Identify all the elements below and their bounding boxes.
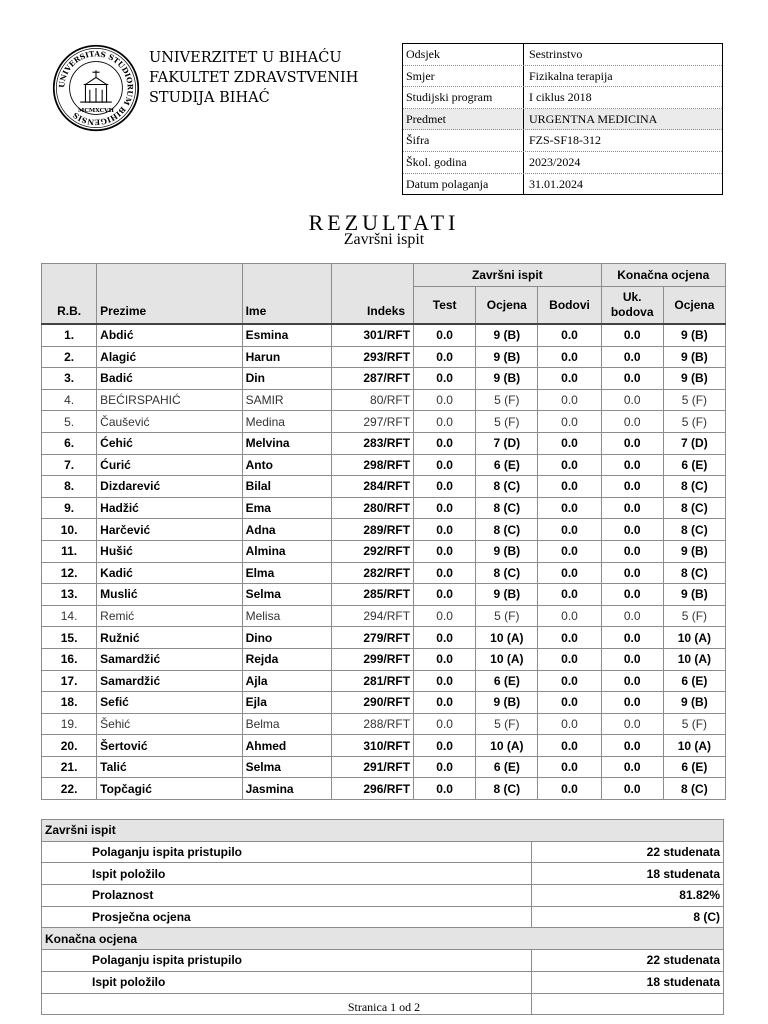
cell-ocjena: 10 (A)	[476, 648, 538, 670]
cell-uk: 0.0	[601, 389, 663, 411]
cell-test: 0.0	[414, 411, 476, 433]
cell-test: 0.0	[414, 540, 476, 562]
cell-indeks: 280/RFT	[331, 497, 413, 519]
cell-indeks: 301/RFT	[331, 324, 413, 346]
cell-indeks: 291/RFT	[331, 756, 413, 778]
column-header-uk-line1: Uk.	[622, 290, 642, 304]
cell-bodovi: 0.0	[538, 670, 601, 692]
cell-bodovi: 0.0	[538, 778, 601, 800]
cell-rb: 7.	[42, 454, 97, 476]
cell-bodovi: 0.0	[538, 692, 601, 714]
cell-test: 0.0	[414, 346, 476, 368]
cell-uk: 0.0	[601, 713, 663, 735]
seal-emblem-icon	[52, 44, 140, 132]
summary-value: 81.82%	[532, 885, 724, 907]
info-value: 2023/2024	[529, 154, 581, 169]
cell-bodovi: 0.0	[538, 476, 601, 498]
cell-prezime: Šertović	[97, 735, 242, 757]
cell-test: 0.0	[414, 648, 476, 670]
table-row	[42, 692, 726, 714]
cell-prezime: Sefić	[97, 692, 242, 714]
cell-konacna: 5 (F)	[663, 389, 725, 411]
cell-indeks: 285/RFT	[331, 584, 413, 606]
course-info-table	[402, 43, 723, 195]
cell-test: 0.0	[414, 713, 476, 735]
column-header-rb: R.B.	[42, 264, 97, 325]
cell-prezime: Kadić	[97, 562, 242, 584]
cell-uk: 0.0	[601, 519, 663, 541]
cell-ime: Ahmed	[242, 735, 331, 757]
cell-ime: Dino	[242, 627, 331, 649]
cell-uk: 0.0	[601, 648, 663, 670]
cell-ime: Harun	[242, 346, 331, 368]
info-value: Fizikalna terapija	[529, 68, 613, 83]
cell-ocjena: 5 (F)	[476, 713, 538, 735]
cell-rb: 17.	[42, 670, 97, 692]
cell-indeks: 288/RFT	[331, 713, 413, 735]
table-row	[42, 605, 726, 627]
cell-ocjena: 6 (E)	[476, 454, 538, 476]
summary-row	[42, 950, 724, 972]
summary-label: Ispit položilo	[42, 863, 532, 885]
cell-bodovi: 0.0	[538, 756, 601, 778]
cell-rb: 2.	[42, 346, 97, 368]
cell-ocjena: 5 (F)	[476, 411, 538, 433]
cell-uk: 0.0	[601, 562, 663, 584]
info-value: FZS-SF18-312	[529, 133, 602, 148]
cell-bodovi: 0.0	[538, 519, 601, 541]
cell-ocjena: 8 (C)	[476, 497, 538, 519]
cell-rb: 16.	[42, 648, 97, 670]
cell-bodovi: 0.0	[538, 648, 601, 670]
cell-ocjena: 10 (A)	[476, 735, 538, 757]
info-value: I ciklus 2018	[529, 90, 592, 105]
cell-uk: 0.0	[601, 540, 663, 562]
cell-ime: Medina	[242, 411, 331, 433]
info-value: 31.01.2024	[529, 176, 583, 191]
cell-bodovi: 0.0	[538, 346, 601, 368]
cell-indeks: 287/RFT	[331, 368, 413, 390]
table-row	[42, 584, 726, 606]
cell-indeks: 284/RFT	[331, 476, 413, 498]
info-key: Odsjek	[403, 44, 524, 65]
cell-konacna: 5 (F)	[663, 605, 725, 627]
cell-konacna: 6 (E)	[663, 454, 725, 476]
info-key: Datum polaganja	[403, 174, 524, 195]
cell-uk: 0.0	[601, 756, 663, 778]
cell-test: 0.0	[414, 670, 476, 692]
summary-value: 8 (C)	[532, 906, 724, 928]
cell-bodovi: 0.0	[538, 324, 601, 346]
cell-ime: Almina	[242, 540, 331, 562]
table-row	[42, 432, 726, 454]
cell-test: 0.0	[414, 756, 476, 778]
university-seal	[52, 44, 140, 132]
table-row	[42, 476, 726, 498]
cell-konacna: 10 (A)	[663, 627, 725, 649]
cell-ime: Bilal	[242, 476, 331, 498]
cell-ime: Rejda	[242, 648, 331, 670]
table-row	[42, 735, 726, 757]
cell-ime: Adna	[242, 519, 331, 541]
summary-row	[42, 885, 724, 907]
cell-ocjena: 8 (C)	[476, 519, 538, 541]
summary-section-title: Završni ispit	[42, 820, 724, 842]
results-table	[41, 263, 726, 800]
cell-rb: 21.	[42, 756, 97, 778]
cell-indeks: 289/RFT	[331, 519, 413, 541]
cell-ime: SAMIR	[242, 389, 331, 411]
institution-line-1: UNIVERZITET U BIHAĆU	[149, 50, 342, 66]
cell-test: 0.0	[414, 389, 476, 411]
cell-uk: 0.0	[601, 735, 663, 757]
cell-test: 0.0	[414, 454, 476, 476]
cell-test: 0.0	[414, 692, 476, 714]
cell-prezime: Hadžić	[97, 497, 242, 519]
cell-rb: 5.	[42, 411, 97, 433]
cell-bodovi: 0.0	[538, 713, 601, 735]
cell-prezime: Harčević	[97, 519, 242, 541]
cell-ocjena: 9 (B)	[476, 324, 538, 346]
cell-test: 0.0	[414, 605, 476, 627]
cell-ime: Din	[242, 368, 331, 390]
cell-rb: 14.	[42, 605, 97, 627]
info-row	[403, 152, 722, 174]
cell-prezime: Topčagić	[97, 778, 242, 800]
cell-ime: Jasmina	[242, 778, 331, 800]
cell-rb: 9.	[42, 497, 97, 519]
cell-uk: 0.0	[601, 670, 663, 692]
info-key: Studijski program	[403, 87, 524, 108]
table-row	[42, 648, 726, 670]
info-key: Predmet	[403, 109, 524, 130]
summary-label: Polaganju ispita pristupilo	[42, 841, 532, 863]
cell-indeks: 292/RFT	[331, 540, 413, 562]
cell-test: 0.0	[414, 584, 476, 606]
cell-test: 0.0	[414, 368, 476, 390]
cell-ocjena: 6 (E)	[476, 670, 538, 692]
column-header-indeks: Indeks	[331, 264, 413, 325]
cell-prezime: Šehić	[97, 713, 242, 735]
cell-ocjena: 8 (C)	[476, 562, 538, 584]
cell-indeks: 290/RFT	[331, 692, 413, 714]
summary-section	[42, 820, 724, 842]
cell-indeks: 298/RFT	[331, 454, 413, 476]
cell-ime: Ejla	[242, 692, 331, 714]
cell-uk: 0.0	[601, 454, 663, 476]
cell-prezime: Hušić	[97, 540, 242, 562]
cell-ocjena: 9 (B)	[476, 584, 538, 606]
summary-label: Polaganju ispita pristupilo	[42, 950, 532, 972]
cell-uk: 0.0	[601, 627, 663, 649]
cell-konacna: 8 (C)	[663, 476, 725, 498]
page-subtitle: Završni ispit	[343, 231, 425, 248]
cell-uk: 0.0	[601, 411, 663, 433]
cell-indeks: 299/RFT	[331, 648, 413, 670]
summary-row	[42, 906, 724, 928]
cell-indeks: 283/RFT	[331, 432, 413, 454]
table-row	[42, 497, 726, 519]
table-row	[42, 778, 726, 800]
info-value: Sestrinstvo	[529, 47, 583, 61]
cell-prezime: Alagić	[97, 346, 242, 368]
cell-prezime: Muslić	[97, 584, 242, 606]
cell-ime: Elma	[242, 562, 331, 584]
cell-ime: Melvina	[242, 432, 331, 454]
cell-konacna: 8 (C)	[663, 519, 725, 541]
cell-test: 0.0	[414, 476, 476, 498]
group-header-konacna: Konačna ocjena	[601, 264, 725, 287]
cell-konacna: 6 (E)	[663, 670, 725, 692]
summary-value: 18 studenata	[532, 863, 724, 885]
table-row	[42, 454, 726, 476]
cell-rb: 3.	[42, 368, 97, 390]
cell-ocjena: 9 (B)	[476, 540, 538, 562]
cell-ocjena: 10 (A)	[476, 627, 538, 649]
page-footer: Stranica 1 od 2	[347, 1000, 421, 1014]
cell-uk: 0.0	[601, 584, 663, 606]
cell-test: 0.0	[414, 432, 476, 454]
table-row	[42, 389, 726, 411]
info-row	[403, 130, 722, 152]
summary-label: Prosječna ocjena	[42, 906, 532, 928]
cell-ocjena: 7 (D)	[476, 432, 538, 454]
table-row	[42, 519, 726, 541]
cell-indeks: 281/RFT	[331, 670, 413, 692]
cell-test: 0.0	[414, 735, 476, 757]
table-row	[42, 670, 726, 692]
info-row	[403, 109, 722, 131]
cell-prezime: Ćurić	[97, 454, 242, 476]
cell-ime: Selma	[242, 756, 331, 778]
cell-indeks: 310/RFT	[331, 735, 413, 757]
column-header-uk-bodova	[601, 287, 663, 325]
institution-line-3: STUDIJA BIHAĆ	[149, 90, 270, 106]
cell-test: 0.0	[414, 778, 476, 800]
group-header-zavrsni: Završni ispit	[414, 264, 602, 287]
cell-konacna: 10 (A)	[663, 735, 725, 757]
cell-konacna: 8 (C)	[663, 562, 725, 584]
cell-rb: 15.	[42, 627, 97, 649]
cell-ocjena: 8 (C)	[476, 476, 538, 498]
cell-rb: 22.	[42, 778, 97, 800]
cell-ocjena: 5 (F)	[476, 605, 538, 627]
cell-bodovi: 0.0	[538, 605, 601, 627]
column-header-ime: Ime	[242, 264, 331, 325]
cell-ocjena: 9 (B)	[476, 346, 538, 368]
cell-ocjena: 9 (B)	[476, 368, 538, 390]
summary-section	[42, 928, 724, 950]
cell-rb: 10.	[42, 519, 97, 541]
cell-konacna: 10 (A)	[663, 648, 725, 670]
column-header-uk-line2: bodova	[610, 305, 654, 319]
summary-label: Prolaznost	[42, 885, 532, 907]
column-header-konacna-ocjena: Ocjena	[663, 287, 725, 325]
cell-prezime: BEĆIRSPAHIĆ	[97, 389, 242, 411]
cell-prezime: Abdić	[97, 324, 242, 346]
cell-uk: 0.0	[601, 432, 663, 454]
summary-row	[42, 971, 724, 993]
page-title: REZULTATI	[308, 210, 460, 235]
cell-indeks: 293/RFT	[331, 346, 413, 368]
cell-uk: 0.0	[601, 497, 663, 519]
cell-test: 0.0	[414, 324, 476, 346]
table-row	[42, 713, 726, 735]
cell-bodovi: 0.0	[538, 368, 601, 390]
info-row	[403, 44, 722, 66]
cell-indeks: 296/RFT	[331, 778, 413, 800]
cell-uk: 0.0	[601, 368, 663, 390]
cell-uk: 0.0	[601, 778, 663, 800]
table-row	[42, 562, 726, 584]
column-header-ocjena: Ocjena	[476, 287, 538, 325]
seal-year: MCMXCVII	[78, 107, 114, 114]
cell-prezime: Čaušević	[97, 411, 242, 433]
info-key: Škol. godina	[403, 152, 524, 173]
info-value: URGENTNA MEDICINA	[529, 111, 658, 126]
cell-uk: 0.0	[601, 346, 663, 368]
cell-rb: 4.	[42, 389, 97, 411]
cell-test: 0.0	[414, 562, 476, 584]
cell-konacna: 8 (C)	[663, 497, 725, 519]
institution-line-2: FAKULTET ZDRAVSTVENIH	[149, 70, 359, 86]
cell-rb: 1.	[42, 324, 97, 346]
cell-prezime: Ružnić	[97, 627, 242, 649]
cell-bodovi: 0.0	[538, 584, 601, 606]
cell-test: 0.0	[414, 519, 476, 541]
cell-ime: Melisa	[242, 605, 331, 627]
cell-rb: 20.	[42, 735, 97, 757]
cell-prezime: Dizdarević	[97, 476, 242, 498]
summary-label: Ispit položilo	[42, 971, 532, 993]
institution-name	[149, 48, 358, 108]
cell-ocjena: 9 (B)	[476, 692, 538, 714]
cell-bodovi: 0.0	[538, 454, 601, 476]
cell-indeks: 80/RFT	[331, 389, 413, 411]
cell-konacna: 9 (B)	[663, 540, 725, 562]
summary-value: 18 studenata	[532, 971, 724, 993]
table-row	[42, 756, 726, 778]
cell-indeks: 279/RFT	[331, 627, 413, 649]
cell-ime: Ajla	[242, 670, 331, 692]
cell-bodovi: 0.0	[538, 411, 601, 433]
summary-section-title: Konačna ocjena	[42, 928, 724, 950]
cell-indeks: 282/RFT	[331, 562, 413, 584]
cell-ocjena: 6 (E)	[476, 756, 538, 778]
info-row	[403, 174, 722, 195]
cell-prezime: Samardžić	[97, 670, 242, 692]
cell-prezime: Ćehić	[97, 432, 242, 454]
table-row	[42, 627, 726, 649]
column-header-test: Test	[414, 287, 476, 325]
cell-bodovi: 0.0	[538, 540, 601, 562]
seal-ring-text: UNIVERSITAS STUDIORUM BIHIGENSIS	[57, 49, 135, 127]
cell-bodovi: 0.0	[538, 497, 601, 519]
cell-konacna: 6 (E)	[663, 756, 725, 778]
cell-uk: 0.0	[601, 476, 663, 498]
column-header-prezime: Prezime	[97, 264, 242, 325]
table-row	[42, 411, 726, 433]
cell-konacna: 9 (B)	[663, 692, 725, 714]
cell-rb: 13.	[42, 584, 97, 606]
cell-konacna: 5 (F)	[663, 411, 725, 433]
cell-uk: 0.0	[601, 324, 663, 346]
summary-value: 22 studenata	[532, 841, 724, 863]
cell-ime: Selma	[242, 584, 331, 606]
cell-ime: Belma	[242, 713, 331, 735]
info-row	[403, 66, 722, 88]
cell-prezime: Samardžić	[97, 648, 242, 670]
cell-konacna: 9 (B)	[663, 346, 725, 368]
cell-prezime: Talić	[97, 756, 242, 778]
cell-rb: 11.	[42, 540, 97, 562]
summary-value: 22 studenata	[532, 950, 724, 972]
cell-rb: 8.	[42, 476, 97, 498]
cell-konacna: 9 (B)	[663, 368, 725, 390]
cell-rb: 19.	[42, 713, 97, 735]
cell-test: 0.0	[414, 627, 476, 649]
cell-ocjena: 5 (F)	[476, 389, 538, 411]
column-header-bodovi: Bodovi	[538, 287, 601, 325]
table-row	[42, 346, 726, 368]
table-row	[42, 324, 726, 346]
cell-indeks: 294/RFT	[331, 605, 413, 627]
info-key: Šifra	[403, 130, 524, 151]
cell-bodovi: 0.0	[538, 627, 601, 649]
cell-konacna: 7 (D)	[663, 432, 725, 454]
summary-row	[42, 841, 724, 863]
info-key: Smjer	[403, 66, 524, 87]
cell-konacna: 8 (C)	[663, 778, 725, 800]
cell-konacna: 9 (B)	[663, 324, 725, 346]
cell-indeks: 297/RFT	[331, 411, 413, 433]
cell-bodovi: 0.0	[538, 562, 601, 584]
cell-ime: Esmina	[242, 324, 331, 346]
table-row	[42, 540, 726, 562]
cell-rb: 12.	[42, 562, 97, 584]
cell-uk: 0.0	[601, 605, 663, 627]
table-row	[42, 368, 726, 390]
info-row	[403, 87, 722, 109]
cell-bodovi: 0.0	[538, 432, 601, 454]
cell-ime: Ema	[242, 497, 331, 519]
summary-row	[42, 863, 724, 885]
cell-bodovi: 0.0	[538, 735, 601, 757]
cell-test: 0.0	[414, 497, 476, 519]
cell-rb: 6.	[42, 432, 97, 454]
cell-prezime: Remić	[97, 605, 242, 627]
cell-ime: Anto	[242, 454, 331, 476]
summary-table	[41, 819, 724, 1015]
cell-prezime: Badić	[97, 368, 242, 390]
cell-ocjena: 8 (C)	[476, 778, 538, 800]
cell-rb: 18.	[42, 692, 97, 714]
cell-konacna: 5 (F)	[663, 713, 725, 735]
cell-bodovi: 0.0	[538, 389, 601, 411]
cell-konacna: 9 (B)	[663, 584, 725, 606]
cell-uk: 0.0	[601, 692, 663, 714]
